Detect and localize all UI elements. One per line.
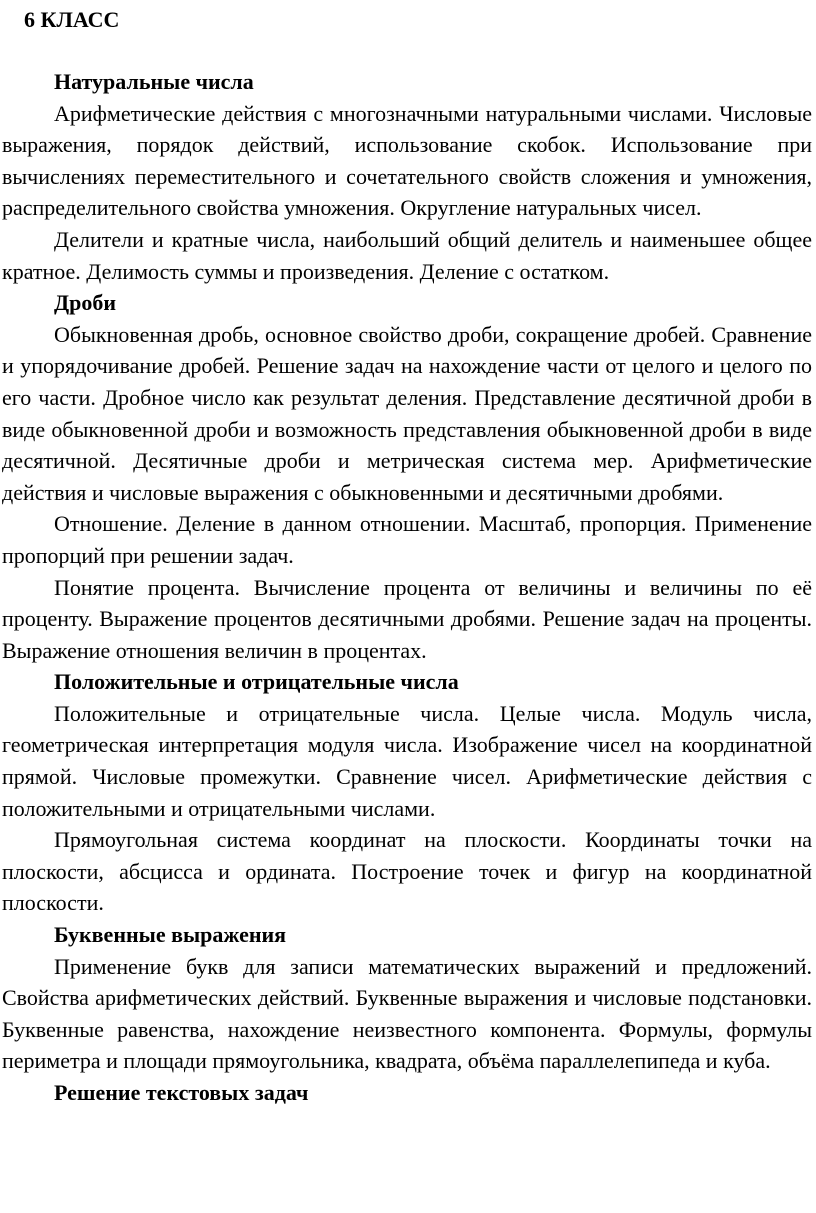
paragraph: Прямоугольная система координат на плоскости. Координаты точки на плоскости, абсцисса и ордината. Построение точек и фигур на координатной плоскости. bbox=[2, 827, 812, 916]
paragraph: Обыкновенная дробь, основное свойство дроби, сокращение дробей. Сравнение и упорядочивание дробей. Решение задач на нахождение части от целого и целого по его части. Дробное число как результат деления. Представление десятичной дроби в виде обыкновенной дроби и возможность представления обыкновенной дроби в виде десятичной. Десятичные дроби и метрическая система мер. Арифметические действия и числовые выражения с обыкновенными и десятичными дробями. bbox=[2, 321, 812, 505]
section-heading-natural-numbers: Натуральные числа bbox=[54, 69, 254, 94]
paragraph: Арифметические действия с многозначными натуральными числами. Числовые выражения, порядок действий, использование скобок. Использование при вычислениях переместительного и сочетательного свойств сложения и умножения, распределительного свойства умножения. Округление натуральных чисел. bbox=[2, 100, 812, 221]
title-spacer bbox=[2, 36, 812, 66]
document-title: 6 КЛАСС bbox=[24, 7, 120, 32]
section-heading-fractions: Дроби bbox=[54, 290, 117, 316]
paragraph: Понятие процента. Вычисление процента от величины и величины по её проценту. Выражение процентов десятичными дробями. Решение задач на проценты. Выражение отношения величин в процентах. bbox=[2, 574, 812, 663]
paragraph: Отношение. Деление в данном отношении. Масштаб, пропорция. Применение пропорций при решении задач. bbox=[2, 511, 812, 568]
section-heading-word-problems: Решение текстовых задач bbox=[54, 1080, 309, 1105]
paragraph: Делители и кратные числа, наибольший общий делитель и наименьшее общее кратное. Делимость суммы и произведения. Деление с остатком. bbox=[2, 226, 812, 284]
paragraph: Применение букв для записи математических выражений и предложений. Свойства арифметических действий. Буквенные выражения и числовые подстановки. Буквенные равенства, нахождение неизвестного компонента. Формулы, формулы периметра и площади прямоугольника, квадрата, объёма параллелепипеда и куба. bbox=[2, 953, 812, 1074]
section-heading-signed-numbers: Положительные и отрицательные числа bbox=[54, 669, 459, 695]
paragraph: Положительные и отрицательные числа. Целые числа. Модуль числа, геометрическая интерпретация модуля числа. Изображение чисел на координатной прямой. Числовые промежутки. Сравнение чисел. Арифметические действия с положительными и отрицательными числами. bbox=[2, 700, 812, 821]
section-heading-letter-expressions: Буквенные выражения bbox=[54, 922, 287, 948]
